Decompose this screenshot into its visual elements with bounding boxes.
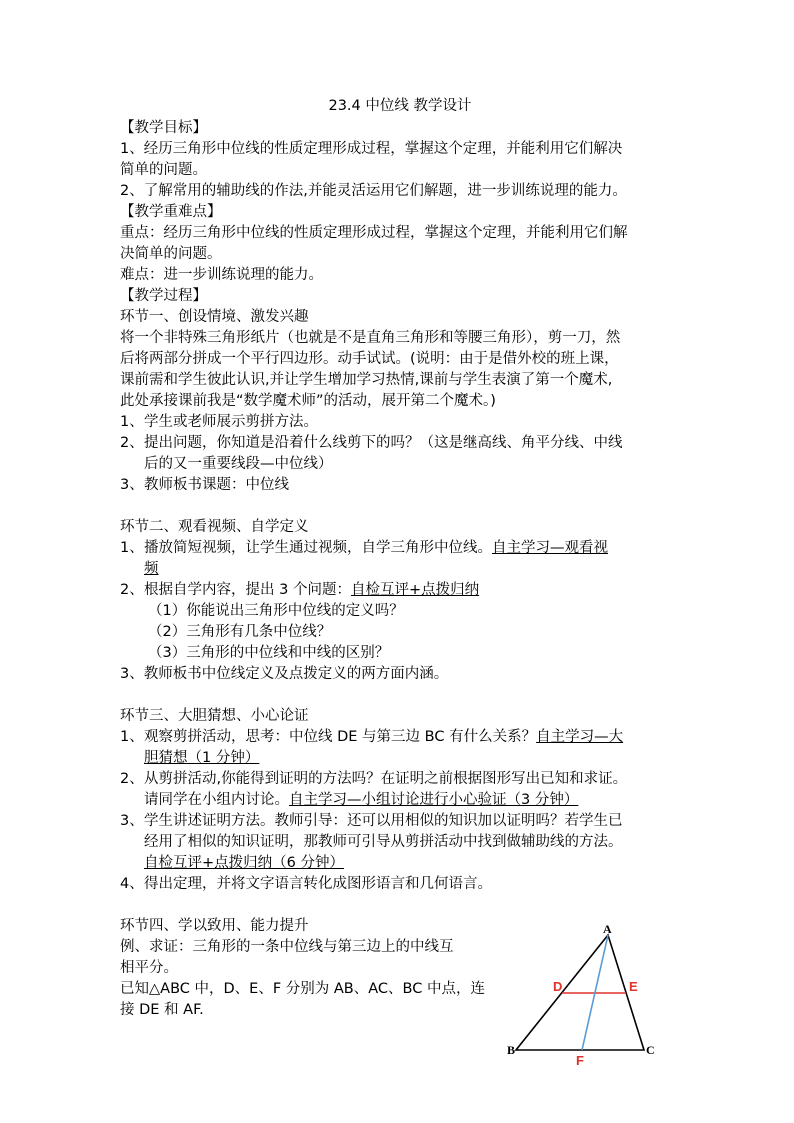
item-text: 经用了相似的知识证明，那教师可引导从剪拼活动中找到做辅助线的方法。 [144,834,623,850]
step-3-item [120,811,680,874]
item-text: 学生或老师展示剪拼方法。 [144,414,318,430]
activity-tag: 自主学习—观看视 [492,540,608,556]
step-2-item-3: 3、教师板书中位线定义及点拨定义的两方面内涵。 [120,666,449,682]
step-3-item [120,727,680,769]
label-c: C [646,1043,655,1057]
item-text: 得出定理，并将文字语言转化成图形语言和几何语言。 [144,876,492,892]
item-number: 3、 [120,813,144,829]
document-page [120,96,680,1021]
question-text: 三角形有几条中位线？ [186,624,332,640]
goal-1-line-b: 简单的问题。 [120,162,207,178]
triangle-figure [506,922,666,1070]
question-text: 你能说出三角形中位线的定义吗？ [186,603,404,619]
item-text: 提出问题，你知道是沿着什么线剪下的吗？（这是继高线、角平分线、中线 [144,435,623,451]
key-points-header: 【教学重难点】 [120,204,222,220]
question-item [120,601,680,622]
item-number: 2、 [120,582,144,598]
activity-tag: 自主学习—大 [536,729,624,745]
item-number: 1、 [120,414,144,430]
step-1-item [120,475,680,496]
item-text: 观察剪拼活动，思考：中位线 DE 与第三边 BC 有什么关系？ [144,729,537,745]
step-2-item [120,580,680,601]
item-text: 根据自学内容，提出 3 个问题： [144,582,351,598]
question-number: （3） [148,645,187,661]
step-2-heading: 环节二、观看视频、自学定义 [120,519,309,535]
difficulty: 难点：进一步训练说理的能力。 [120,267,323,283]
process-header: 【教学过程】 [120,288,207,304]
question-item [120,622,680,643]
step-1-paragraph-line: 课前需和学生彼此认识,并让学生增加学习热情,课前与学生表演了第一个魔术, [120,372,613,388]
step-3-item [120,769,680,811]
item-text: 从剪拼活动,你能得到证明的方法吗？在证明之前根据图形写出已知和求证。 [144,771,628,787]
item-text: 教师板书课题：中位线 [144,477,289,493]
step-1-paragraph-line: 将一个非特殊三角形纸片（也就是不是直角三角形和等腰三角形），剪一刀，然 [120,330,621,346]
label-d: D [553,979,563,994]
item-number: 3、 [120,477,144,493]
step-1-paragraph-line: 后将两部分拼成一个平行四边形。动手试试。(说明：由于是借外校的班上课， [120,351,619,367]
item-number: 1、 [120,540,144,556]
step-3-heading: 环节三、大胆猜想、小心论证 [120,708,309,724]
key-point-line-b: 决简单的问题。 [120,246,222,262]
item-text: 学生讲述证明方法。教师引导：还可以用相似的知识加以证明吗？若学生已 [144,813,623,829]
step-1-paragraph-line: 此处承接课前我是“数学魔术师”的活动，展开第二个魔术。) [120,393,496,409]
goal-1-line-a: 1、经历三角形中位线的性质定理形成过程，掌握这个定理，并能利用它们解决 [120,141,623,157]
activity-tag: 自检互评+点拨归纳 [350,582,480,598]
label-b: B [507,1043,516,1057]
question-number: （2） [148,624,187,640]
item-number: 2、 [120,435,144,451]
goals-header: 【教学目标】 [120,120,207,136]
activity-tag: 胆猜想（1 分钟） [144,750,260,766]
label-e: E [629,979,638,994]
item-number: 1、 [120,729,144,745]
given-line: 已知△ABC 中，D、E、F 分别为 AB、AC、BC 中点，连 [120,981,485,997]
step-3-item [120,874,680,895]
key-point-line-a: 重点：经历三角形中位线的性质定理形成过程，掌握这个定理，并能利用它们解 [120,225,628,241]
item-text: 后的又一重要线段—中位线） [144,456,333,472]
example-line: 例、求证：三角形的一条中位线与第三边上的中线互 [120,939,454,955]
activity-tag: 自主学习—小组讨论进行小心验证（3 分钟） [289,792,579,808]
activity-tag: 频 [144,561,159,577]
item-text: 播放简短视频，让学生通过视频，自学三角形中位线。 [144,540,492,556]
triangle-diagram [506,922,666,1070]
step-1-heading: 环节一、创设情境、激发兴趣 [120,309,309,325]
question-item [120,643,680,664]
activity-tag: 自检互评+点拨归纳（6 分钟） [144,855,344,871]
item-text: 请同学在小组内讨论。 [144,792,289,808]
goal-2: 2、了解常用的辅助线的作法,并能灵活运用它们解题，进一步训练说理的能力。 [120,183,627,199]
question-text: 三角形的中位线和中线的区别？ [186,645,390,661]
label-a: A [603,922,612,936]
label-f: F [576,1053,584,1068]
step-1-item [120,433,680,475]
item-number: 2、 [120,771,144,787]
step-4-heading: 环节四、学以致用、能力提升 [120,918,309,934]
document-title: 23.4 中位线 教学设计 [328,98,472,114]
step-1-item [120,412,680,433]
question-number: （1） [148,603,187,619]
example-line: 相平分。 [120,960,178,976]
step-2-item [120,538,680,580]
given-line: 接 DE 和 AF. [120,1002,204,1018]
item-number: 4、 [120,876,144,892]
